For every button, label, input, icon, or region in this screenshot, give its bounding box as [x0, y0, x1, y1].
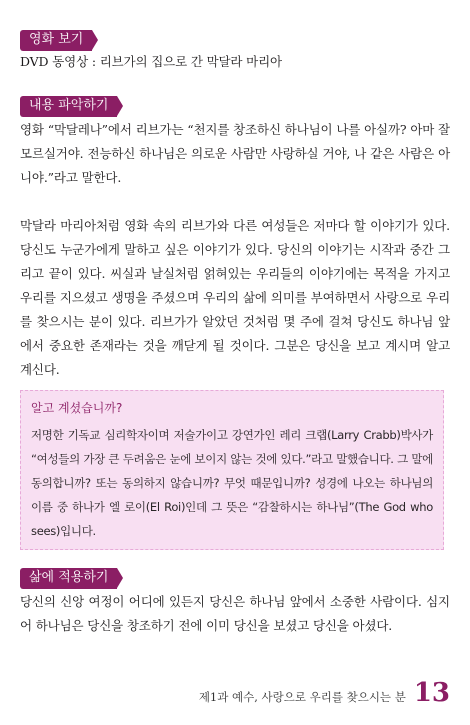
section-label-movie: 영화 보기 — [20, 30, 92, 51]
understand-paragraph-2: 막달라 마리아처럼 영화 속의 리브가와 다른 여성들은 저마다 할 이야기가 있다. 당신도 누군가에게 말하고 싶은 이야기가 있다. 당신의 이야기는 시작과 중간 그리고 끝이 있다. 씨실과 날실처럼 얽혀있는 우리들의 이야기에는 목적을 가지고 우리를 지으셨고 생명을 주셨으며 우리의 삶에 의미를 부여하면서 사랑으로 우리를 찾으시는 분이 있다. 리브가가 알았던 것처럼 몇 주에 걸쳐 당신도 하나님 앞에서 중요한 존재라는 것을 깨닫게 될 것이다. 그분은 당신을 보고 계시며 알고 계신다. — [20, 218, 450, 377]
callout-body: 저명한 기독교 심리학자이며 저술가이고 강연가인 레리 크랩(Larry Crabb)박사가 “여성들의 가장 큰 두려움은 눈에 보이지 않는 것에 있다.”라고 말했습니다. 그 말에 동의합니까? 또는 동의하지 않습니까? 무엇 때문입니까? 성경에 나오는 하나님의 이름 중 하나가 엘 로이(El Roi)인데 그 뜻은 “감찰하시는 하나님”(The God who sees)입니다. — [31, 428, 433, 538]
apply-text: 당신의 신앙 여정이 어디에 있든지 당신은 하나님 앞에서 소중한 사람이다. 심지어 하나님은 당신을 창조하기 전에 이미 당신을 보셨고 당신을 아셨다. — [20, 594, 450, 633]
did-you-know-box — [20, 390, 444, 550]
page-footer — [199, 678, 450, 708]
movie-text: DVD 동영상 : 리브가의 집으로 간 막달라 마리아 — [20, 54, 282, 69]
page-number: 13 — [413, 678, 450, 708]
section-label-understand: 내용 파악하기 — [20, 96, 117, 117]
understand-paragraph-1: 영화 “막달레나”에서 리브가는 “천지를 창조하신 하나님이 나를 아실까? 아마 잘 모르실거야. 전능하신 하나님은 의로운 사람만 사랑하실 거야, 나 같은 사람은 아니야.”라고 말한다. — [20, 122, 450, 185]
footer-chapter-title: 제1과 예수, 사랑으로 우리를 찾으시는 분 — [198, 690, 406, 704]
section-label-apply: 삶에 적용하기 — [20, 568, 117, 589]
callout-title: 알고 계셨습니까? — [31, 401, 123, 415]
